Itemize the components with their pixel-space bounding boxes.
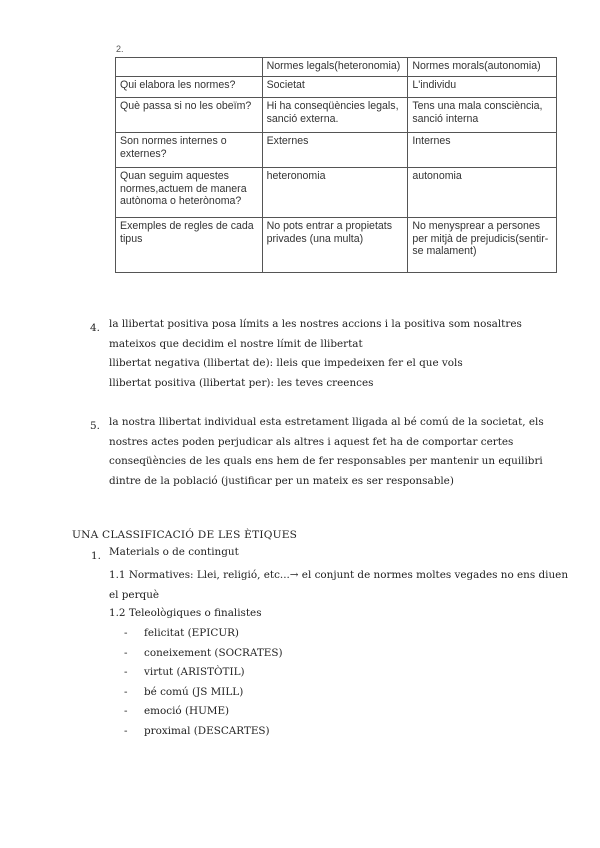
- table-cell: Tens una mala consciència, sanció interna: [408, 98, 557, 133]
- item-5-number: 5.: [90, 420, 100, 432]
- table-cell: Normes morals(autonomia): [408, 58, 557, 77]
- table-row: [116, 218, 557, 273]
- list-item-text: virtut (ARISTÒTIL): [144, 666, 245, 679]
- list-item: [124, 663, 283, 683]
- table-cell: No menysprear a persones per mitjà de prejudicis(sentir-se malament): [408, 218, 557, 273]
- item-5-text: [109, 413, 544, 491]
- table-cell: Exemples de regles de cada tipus: [116, 218, 263, 273]
- section-heading: UNA CLASSIFICACIÓ DE LES ÈTIQUES: [72, 529, 298, 541]
- list-item-text: coneixement (SOCRATES): [144, 646, 283, 659]
- table-cell: No pots entrar a propietats privades (una multa): [262, 218, 408, 273]
- text-line: la nostra llibertat individual esta estretament lligada al bé comú de la societat, els: [109, 416, 544, 428]
- table-cell: Qui elabora les normes?: [116, 77, 263, 98]
- bullet-marker: -: [124, 705, 128, 718]
- list-item: [124, 683, 283, 703]
- list-item: [124, 702, 283, 722]
- list-item: [124, 722, 283, 742]
- table-cell: L'individu: [408, 77, 557, 98]
- list-item: [124, 624, 283, 644]
- table-cell: autonomia: [408, 168, 557, 218]
- text-line: mateixos que decidim el nostre límit de llibertat: [109, 337, 363, 350]
- table-cell: Normes legals(heteronomia): [262, 58, 408, 77]
- item-4-number: 4.: [90, 322, 100, 334]
- list-item-text: bé comú (JS MILL): [144, 685, 244, 698]
- table-cell: [116, 58, 263, 77]
- table-row: [116, 168, 557, 218]
- cut-off-fragment: 2.: [116, 44, 124, 54]
- table-cell: Quan seguim aquestes normes,actuem de manera autònoma o heterònoma?: [116, 168, 263, 218]
- bullet-marker: -: [124, 646, 128, 659]
- table-row: [116, 98, 557, 133]
- section-item-1-number: 1.: [91, 550, 101, 562]
- text-line: el perquè: [109, 588, 160, 601]
- bullet-marker: -: [124, 627, 128, 639]
- table-cell: Societat: [262, 77, 408, 98]
- bullet-marker: -: [124, 666, 128, 679]
- text-line: nostres actes poden perjudicar als altres i aquest fet ha de comportar certes: [109, 435, 514, 448]
- teleological-list: [124, 624, 283, 742]
- list-item-text: emoció (HUME): [144, 705, 230, 718]
- subsection-teleological: 1.2 Teleològiques o finalistes: [109, 607, 262, 619]
- text-line: llibertat negativa (llibertat de): lleis que impedeixen fer el que vols: [109, 357, 463, 370]
- table-row: [116, 133, 557, 168]
- table-cell: Son normes internes o externes?: [116, 133, 263, 168]
- table-cell: Internes: [408, 133, 557, 168]
- item-4-text: [109, 315, 522, 393]
- text-line: dintre de la població (justificar per un mateix es ser responsable): [109, 474, 454, 487]
- bullet-marker: -: [124, 724, 128, 737]
- list-item-text: proximal (DESCARTES): [144, 724, 270, 737]
- table-cell: Què passa si no les obeïm?: [116, 98, 263, 133]
- text-line: 1.1 Normatives: Llei, religió, etc...→ el conjunt de normes moltes vegades no ens diuen: [109, 569, 569, 581]
- table-cell: Externes: [262, 133, 408, 168]
- text-line: la llibertat positiva posa límits a les nostres accions i la positiva som nosaltres: [109, 318, 522, 330]
- text-line: llibertat positiva (llibertat per): les teves creences: [109, 376, 374, 389]
- section-item-1-label: Materials o de contingut: [109, 546, 239, 558]
- bullet-marker: -: [124, 685, 128, 698]
- subsection-normatives: [109, 566, 568, 605]
- text-line: conseqüències de les quals ens hem de fer responsables per mantenir un equilibri: [109, 455, 543, 468]
- table-cell: Hi ha conseqüències legals, sanció externa.: [262, 98, 408, 133]
- list-item-text: felicitat (EPICUR): [144, 627, 239, 639]
- comparison-table: [115, 57, 557, 273]
- table-cell: heteronomia: [262, 168, 408, 218]
- table-header-row: [116, 58, 557, 77]
- list-item: [124, 644, 283, 664]
- table-row: [116, 77, 557, 98]
